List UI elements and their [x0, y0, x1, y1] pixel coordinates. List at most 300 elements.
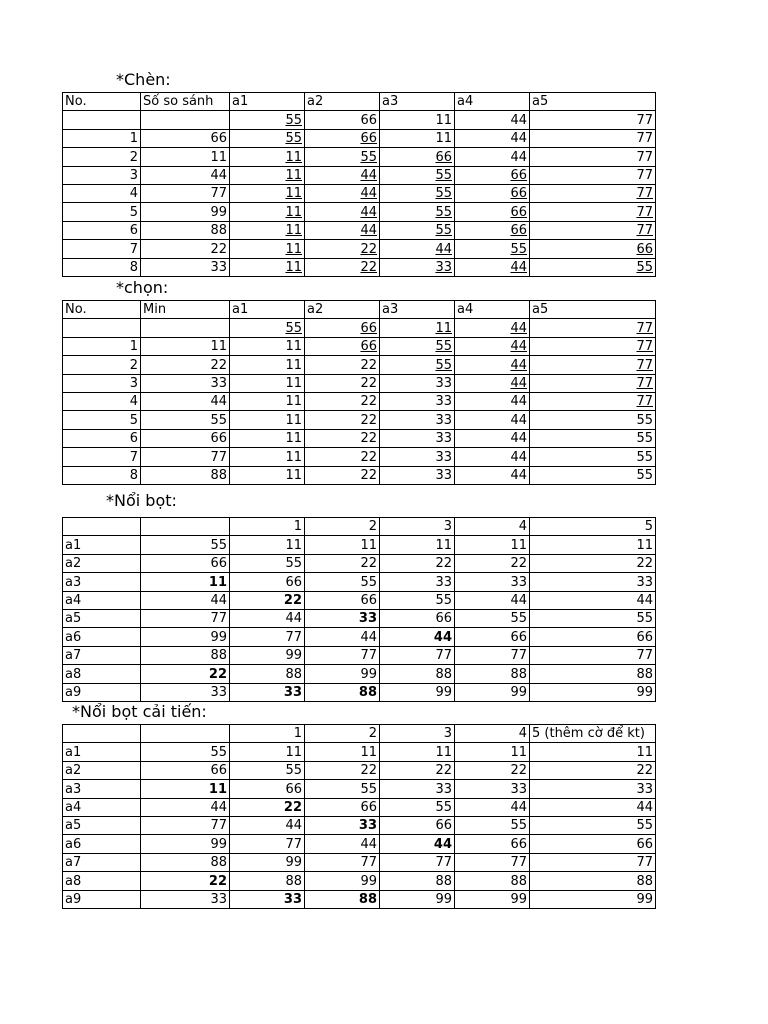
table-cell: [305, 166, 380, 184]
cell-value: a4: [65, 799, 82, 815]
table-cell: [141, 536, 230, 554]
table-cell: [380, 411, 455, 429]
cell-value: 99: [636, 684, 653, 700]
cell-value: a3: [65, 574, 82, 590]
cell-value: 22: [210, 241, 227, 257]
table-cell: [230, 609, 305, 627]
cell-value: 33: [435, 781, 452, 797]
table-cell: [380, 665, 455, 683]
table-cell: [380, 609, 455, 627]
table-cell: [380, 853, 455, 871]
cell-value: 77: [636, 375, 653, 391]
header-cell: Số so sánh: [141, 93, 230, 111]
table-cell: [305, 392, 380, 410]
table-cell: [455, 573, 530, 591]
table-row: [63, 816, 656, 834]
cell-value: 33: [636, 574, 653, 590]
header-cell: 5 (thêm cờ để kt): [530, 725, 656, 743]
table-cell: [230, 184, 305, 202]
cell-value: 55: [210, 412, 227, 428]
table-cell: [530, 448, 656, 466]
table-cell: [380, 466, 455, 484]
table-cell: [380, 203, 455, 221]
cell-value: 33: [435, 449, 452, 465]
cell-value: 33: [358, 611, 377, 627]
table-cell: [305, 319, 380, 337]
cell-value: 44: [510, 592, 527, 608]
cell-value: 11: [285, 431, 302, 447]
table-row: [63, 184, 656, 202]
cell-value: 66: [510, 204, 527, 220]
table-cell: [141, 591, 230, 609]
table-cell: [141, 646, 230, 664]
cell-value: 66: [510, 836, 527, 852]
cell-value: 88: [210, 855, 227, 871]
header-cell: [63, 725, 141, 743]
table-row: [63, 743, 656, 761]
cell-value: 66: [510, 223, 527, 239]
table-cell: [380, 683, 455, 701]
table-cell: [380, 337, 455, 355]
table-cell: [380, 646, 455, 664]
table-cell: [305, 798, 380, 816]
cell-value: 77: [636, 394, 653, 410]
table-cell: [141, 628, 230, 646]
table-cell: [63, 203, 141, 221]
table-row: [63, 853, 656, 871]
table-cell: [455, 683, 530, 701]
header-cell: a5: [530, 301, 656, 319]
cell-value: 33: [435, 394, 452, 410]
table-cell: [380, 872, 455, 890]
cell-value: 33: [636, 781, 653, 797]
cell-value: 33: [435, 574, 452, 590]
cell-value: 77: [636, 186, 653, 202]
cell-value: 11: [285, 394, 302, 410]
table-cell: [141, 798, 230, 816]
table-cell: [141, 411, 230, 429]
table-row: [63, 591, 656, 609]
table-cell: [305, 184, 380, 202]
table-cell: [230, 890, 305, 908]
cell-value: a3: [65, 781, 82, 797]
cell-value: 11: [285, 537, 302, 553]
cell-value: 55: [435, 592, 452, 608]
cell-value: 66: [210, 763, 227, 779]
cell-value: 77: [285, 836, 302, 852]
cell-value: 22: [636, 556, 653, 572]
table-cell: [141, 554, 230, 572]
table-cell: [455, 111, 530, 129]
table-cell: [63, 166, 141, 184]
table-row: [63, 221, 656, 239]
cell-value: 44: [510, 412, 527, 428]
cell-value: 11: [435, 537, 452, 553]
table-cell: [141, 392, 230, 410]
table-cell: [455, 591, 530, 609]
cell-value: 22: [360, 449, 377, 465]
table-row: [63, 258, 656, 276]
cell-value: 99: [435, 684, 452, 700]
cell-value: 3: [129, 167, 138, 183]
cell-value: 66: [360, 320, 377, 336]
table-cell: [63, 591, 141, 609]
table-cell: [455, 448, 530, 466]
table-cell: [530, 221, 656, 239]
table-row: [63, 683, 656, 701]
cell-value: 66: [636, 836, 653, 852]
cell-value: 4: [129, 394, 138, 410]
cell-value: 99: [285, 855, 302, 871]
cell-value: 55: [285, 763, 302, 779]
cell-value: 44: [360, 629, 377, 645]
cell-value: 22: [360, 763, 377, 779]
header-cell: [141, 725, 230, 743]
cell-value: 44: [510, 431, 527, 447]
table-cell: [455, 743, 530, 761]
cell-value: 55: [636, 467, 653, 483]
table-cell: [530, 573, 656, 591]
cell-value: 22: [435, 556, 452, 572]
table-row: [63, 872, 656, 890]
table-cell: [380, 166, 455, 184]
cell-value: 66: [360, 112, 377, 128]
table-cell: [380, 148, 455, 166]
cell-value: 55: [360, 574, 377, 590]
table-cell: [530, 411, 656, 429]
table-cell: [305, 111, 380, 129]
table-cell: [380, 258, 455, 276]
table-row: [63, 356, 656, 374]
cell-value: 99: [210, 204, 227, 220]
cell-value: 22: [283, 799, 302, 815]
table-cell: [455, 646, 530, 664]
table-cell: [530, 536, 656, 554]
header-cell: 1: [230, 725, 305, 743]
cell-value: 44: [510, 799, 527, 815]
table-cell: [455, 319, 530, 337]
table-cell: [455, 221, 530, 239]
cell-value: 11: [285, 339, 302, 355]
header-cell: No.: [63, 93, 141, 111]
table-cell: [380, 111, 455, 129]
table-cell: [230, 448, 305, 466]
table-cell: [141, 890, 230, 908]
cell-value: 66: [510, 186, 527, 202]
cell-value: 66: [210, 556, 227, 572]
table-cell: [230, 466, 305, 484]
table-cell: [141, 872, 230, 890]
cell-value: 11: [285, 186, 302, 202]
table-cell: [380, 591, 455, 609]
cell-value: 44: [210, 394, 227, 410]
cell-value: 11: [435, 320, 452, 336]
table-cell: [305, 374, 380, 392]
cell-value: 77: [360, 855, 377, 871]
table-cell: [63, 816, 141, 834]
cell-value: 99: [435, 891, 452, 907]
header-cell: 4: [455, 725, 530, 743]
table-cell: [230, 319, 305, 337]
table-cell: [230, 554, 305, 572]
cell-value: 33: [435, 431, 452, 447]
table-cell: [455, 872, 530, 890]
cell-value: 22: [360, 431, 377, 447]
cell-value: a1: [65, 744, 82, 760]
table-row: [63, 466, 656, 484]
table-row: [63, 448, 656, 466]
table-cell: [380, 628, 455, 646]
table-cell: [530, 466, 656, 484]
table-cell: [63, 429, 141, 447]
table-cell: [141, 221, 230, 239]
cell-value: 77: [636, 855, 653, 871]
table-cell: [230, 591, 305, 609]
table-row: [63, 129, 656, 147]
header-cell: a2: [305, 301, 380, 319]
table-row: [63, 646, 656, 664]
cell-value: 66: [285, 781, 302, 797]
cell-value: 33: [435, 375, 452, 391]
cell-value: 44: [360, 204, 377, 220]
cell-value: 11: [510, 744, 527, 760]
table-row: [63, 240, 656, 258]
table-cell: [380, 573, 455, 591]
cell-value: 99: [360, 666, 377, 682]
cell-value: 77: [636, 357, 653, 373]
table-cell: [455, 780, 530, 798]
table-cell: [63, 554, 141, 572]
table-cell: [380, 129, 455, 147]
cell-value: 66: [285, 574, 302, 590]
table-cell: [230, 337, 305, 355]
table-cell: [141, 129, 230, 147]
table-cell: [305, 258, 380, 276]
cell-value: 1: [129, 339, 138, 355]
table-row: [63, 392, 656, 410]
table-cell: [63, 319, 141, 337]
cell-value: 44: [360, 167, 377, 183]
table-cell: [63, 683, 141, 701]
table-cell: [305, 646, 380, 664]
cell-value: 22: [510, 763, 527, 779]
cell-value: 11: [435, 112, 452, 128]
cell-value: 44: [285, 611, 302, 627]
cell-value: 11: [285, 357, 302, 373]
table-cell: [141, 609, 230, 627]
cell-value: 11: [285, 412, 302, 428]
cell-value: 33: [210, 259, 227, 275]
cell-value: 88: [285, 873, 302, 889]
table-cell: [455, 609, 530, 627]
table-cell: [380, 319, 455, 337]
table-cell: [63, 872, 141, 890]
table-cell: [530, 337, 656, 355]
table-row: [63, 111, 656, 129]
table-cell: [230, 761, 305, 779]
cell-value: 22: [636, 763, 653, 779]
cell-value: 55: [636, 412, 653, 428]
cell-value: 1: [129, 131, 138, 147]
cell-value: 99: [510, 684, 527, 700]
cell-value: 11: [285, 449, 302, 465]
table-cell: [230, 743, 305, 761]
cell-value: 88: [510, 666, 527, 682]
cell-value: 44: [510, 259, 527, 275]
cell-value: 44: [360, 836, 377, 852]
table-cell: [63, 761, 141, 779]
table-cell: [141, 466, 230, 484]
cell-value: 55: [636, 259, 653, 275]
cell-value: 77: [636, 648, 653, 664]
table-cell: [230, 148, 305, 166]
cell-value: 22: [208, 873, 227, 889]
cell-value: 6: [129, 431, 138, 447]
table-cell: [455, 337, 530, 355]
table-cell: [230, 683, 305, 701]
cell-value: 11: [435, 744, 452, 760]
table-cell: [455, 129, 530, 147]
cell-value: 66: [636, 629, 653, 645]
table-cell: [63, 129, 141, 147]
section-title-noi-bot-cai-tien: *Nổi bọt cải tiến:: [72, 702, 207, 721]
cell-value: 55: [210, 744, 227, 760]
cell-value: 22: [360, 241, 377, 257]
cell-value: 22: [510, 556, 527, 572]
table-cell: [230, 780, 305, 798]
table-cell: [380, 221, 455, 239]
cell-value: 99: [510, 891, 527, 907]
header-cell: 4: [455, 518, 530, 536]
table-cell: [530, 890, 656, 908]
cell-value: 33: [510, 574, 527, 590]
cell-value: 55: [435, 357, 452, 373]
table-cell: [230, 411, 305, 429]
table-cell: [141, 683, 230, 701]
cell-value: 55: [510, 611, 527, 627]
table-cell: [380, 890, 455, 908]
table-cell: [63, 536, 141, 554]
section-title-chon: *chọn:: [116, 278, 169, 297]
cell-value: a7: [65, 855, 82, 871]
cell-value: 77: [435, 648, 452, 664]
table-row: [63, 429, 656, 447]
table-row: [63, 554, 656, 572]
cell-value: 66: [510, 629, 527, 645]
table-cell: [530, 374, 656, 392]
table-cell: [530, 184, 656, 202]
table-cell: [230, 374, 305, 392]
table-cell: [530, 816, 656, 834]
cell-value: 66: [210, 131, 227, 147]
table-cell: [530, 609, 656, 627]
table-cell: [305, 466, 380, 484]
table-cell: [530, 761, 656, 779]
cell-value: 11: [285, 167, 302, 183]
cell-value: 11: [208, 781, 227, 797]
table-cell: [305, 609, 380, 627]
cell-value: 88: [435, 873, 452, 889]
cell-value: 7: [129, 241, 138, 257]
cell-value: 11: [285, 744, 302, 760]
table-cell: [530, 780, 656, 798]
cell-value: 99: [360, 873, 377, 889]
cell-value: 55: [636, 449, 653, 465]
table-cell: [455, 665, 530, 683]
cell-value: 55: [360, 781, 377, 797]
table-cell: [530, 166, 656, 184]
table-cell: [230, 258, 305, 276]
table-cell: [230, 356, 305, 374]
table-cell: [305, 129, 380, 147]
header-cell: [141, 518, 230, 536]
table-row: [63, 573, 656, 591]
table-cell: [455, 184, 530, 202]
table-cell: [141, 240, 230, 258]
cell-value: 44: [360, 223, 377, 239]
table-cell: [305, 835, 380, 853]
cell-value: 77: [210, 818, 227, 834]
cell-value: a9: [65, 891, 82, 907]
cell-value: 77: [210, 611, 227, 627]
table-cell: [230, 240, 305, 258]
table-cell: [380, 761, 455, 779]
table-cell: [230, 429, 305, 447]
cell-value: 77: [510, 648, 527, 664]
insertion-sort-table: [62, 92, 656, 277]
table-cell: [305, 591, 380, 609]
table-cell: [305, 573, 380, 591]
table-cell: [305, 554, 380, 572]
table-cell: [530, 554, 656, 572]
table-row: [63, 411, 656, 429]
table-cell: [141, 429, 230, 447]
cell-value: 33: [435, 467, 452, 483]
table-row: [63, 166, 656, 184]
table-cell: [305, 221, 380, 239]
cell-value: 44: [510, 394, 527, 410]
table-cell: [63, 184, 141, 202]
cell-value: 55: [435, 186, 452, 202]
table-row: [63, 798, 656, 816]
table-cell: [141, 319, 230, 337]
table-cell: [63, 780, 141, 798]
cell-value: 55: [636, 611, 653, 627]
cell-value: 44: [510, 131, 527, 147]
table-cell: [530, 683, 656, 701]
table-cell: [455, 374, 530, 392]
table-cell: [141, 356, 230, 374]
cell-value: 11: [360, 744, 377, 760]
cell-value: 33: [435, 412, 452, 428]
table-cell: [455, 166, 530, 184]
cell-value: 22: [360, 412, 377, 428]
cell-value: 11: [285, 204, 302, 220]
table-cell: [230, 203, 305, 221]
cell-value: 88: [435, 666, 452, 682]
cell-value: 99: [636, 891, 653, 907]
cell-value: 44: [285, 818, 302, 834]
cell-value: a1: [65, 537, 82, 553]
table-cell: [380, 392, 455, 410]
cell-value: 11: [360, 537, 377, 553]
table-cell: [63, 609, 141, 627]
cell-value: a5: [65, 611, 82, 627]
cell-value: 99: [210, 836, 227, 852]
table-row: [63, 835, 656, 853]
table-cell: [305, 240, 380, 258]
cell-value: 44: [510, 320, 527, 336]
